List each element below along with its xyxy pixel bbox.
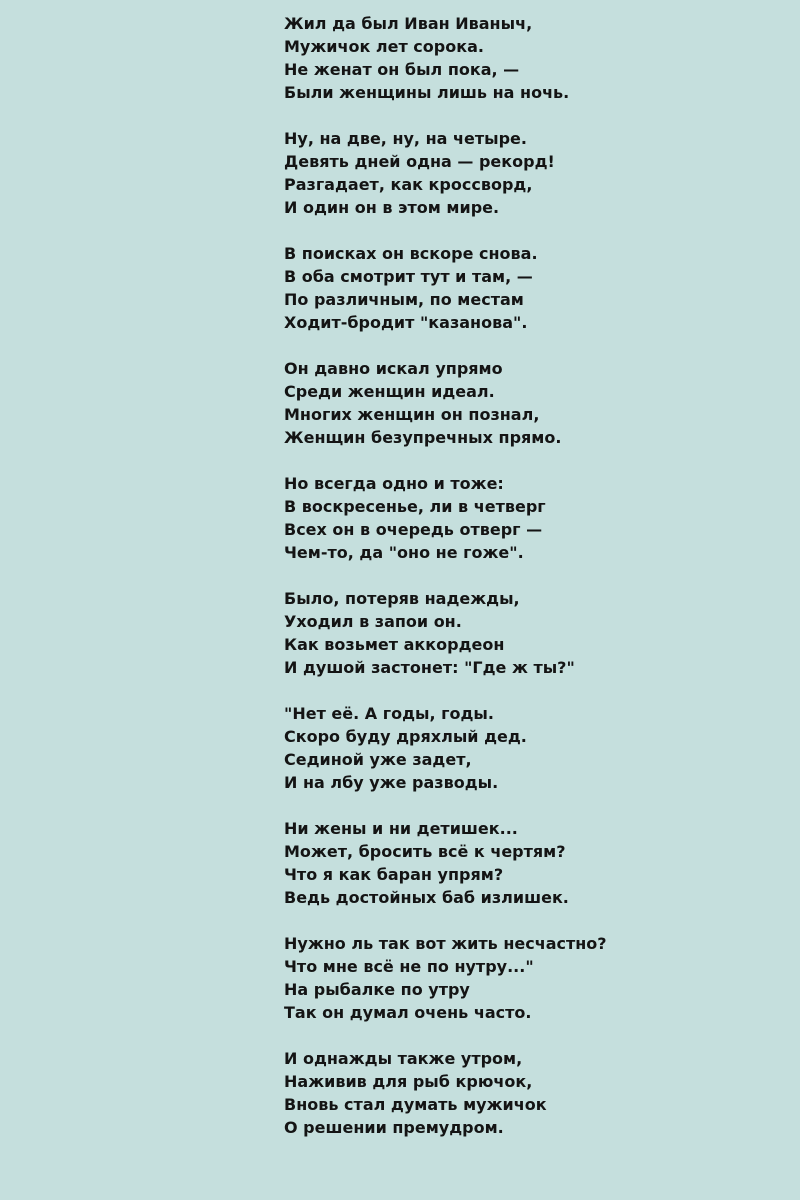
- poem-line: Многих женщин он познал,: [284, 405, 540, 424]
- poem-line: Но всегда одно и тоже:: [284, 474, 504, 493]
- poem-stanza: [284, 127, 784, 219]
- poem-line: О решении премудром.: [284, 1118, 504, 1137]
- poem-line: Ведь достойных баб излишек.: [284, 888, 569, 907]
- poem-line: И один он в этом мире.: [284, 198, 500, 217]
- poem-stanza: [284, 242, 784, 334]
- poem-line: Было, потеряв надежды,: [284, 589, 520, 608]
- poem-line: Девять дней одна — рекорд!: [284, 152, 555, 171]
- poem-line: Ходит-бродит "казанова".: [284, 313, 528, 332]
- poem-line: "Нет её. А годы, годы.: [284, 704, 494, 723]
- poem-line: Нужно ль так вот жить несчастно?: [284, 934, 607, 953]
- poem-line: Чем-то, да "оно не гоже".: [284, 543, 524, 562]
- poem-line: Были женщины лишь на ночь.: [284, 83, 570, 102]
- poem-line: Среди женщин идеал.: [284, 382, 495, 401]
- poem-line: И на лбу уже разводы.: [284, 773, 499, 792]
- poem-line: И душой застонет: "Где ж ты?": [284, 658, 575, 677]
- poem-stanza: [284, 357, 784, 449]
- poem-line: Что мне всё не по нутру...": [284, 957, 534, 976]
- poem-stanza: [284, 587, 784, 679]
- poem-stanza: [284, 472, 784, 564]
- poem-line: Как возьмет аккордеон: [284, 635, 505, 654]
- poem-line: По различным, по местам: [284, 290, 524, 309]
- poem-line: Вновь стал думать мужичок: [284, 1095, 547, 1114]
- poem-line: Не женат он был пока, —: [284, 60, 520, 79]
- poem-line: В поисках он вскоре снова.: [284, 244, 538, 263]
- poem-line: Наживив для рыб крючок,: [284, 1072, 533, 1091]
- poem-line: И однажды также утром,: [284, 1049, 523, 1068]
- poem-line: Всех он в очередь отверг —: [284, 520, 543, 539]
- poem-line: Что я как баран упрям?: [284, 865, 504, 884]
- poem-stanza: [284, 702, 784, 794]
- poem-line: В оба смотрит тут и там, —: [284, 267, 533, 286]
- poem-line: Сединой уже задет,: [284, 750, 472, 769]
- poem-line: Женщин безупречных прямо.: [284, 428, 562, 447]
- poem-line: Ну, на две, ну, на четыре.: [284, 129, 527, 148]
- poem-line: Так он думал очень часто.: [284, 1003, 532, 1022]
- poem-stanza: [284, 1047, 784, 1139]
- poem-line: Разгадает, как кроссворд,: [284, 175, 533, 194]
- poem-text: [284, 12, 784, 1162]
- poem-line: В воскресенье, ли в четверг: [284, 497, 546, 516]
- poem-line: Может, бросить всё к чертям?: [284, 842, 566, 861]
- poem-line: Жил да был Иван Иваныч,: [284, 14, 533, 33]
- poem-line: Ни жены и ни детишек...: [284, 819, 518, 838]
- poem-stanza: [284, 932, 784, 1024]
- poem-stanza: [284, 817, 784, 909]
- poem-line: На рыбалке по утру: [284, 980, 470, 999]
- poem-stanza: [284, 12, 784, 104]
- poem-line: Он давно искал упрямо: [284, 359, 503, 378]
- poem-line: Скоро буду дряхлый дед.: [284, 727, 527, 746]
- poem-line: Уходил в запои он.: [284, 612, 462, 631]
- poem-line: Мужичок лет сорока.: [284, 37, 484, 56]
